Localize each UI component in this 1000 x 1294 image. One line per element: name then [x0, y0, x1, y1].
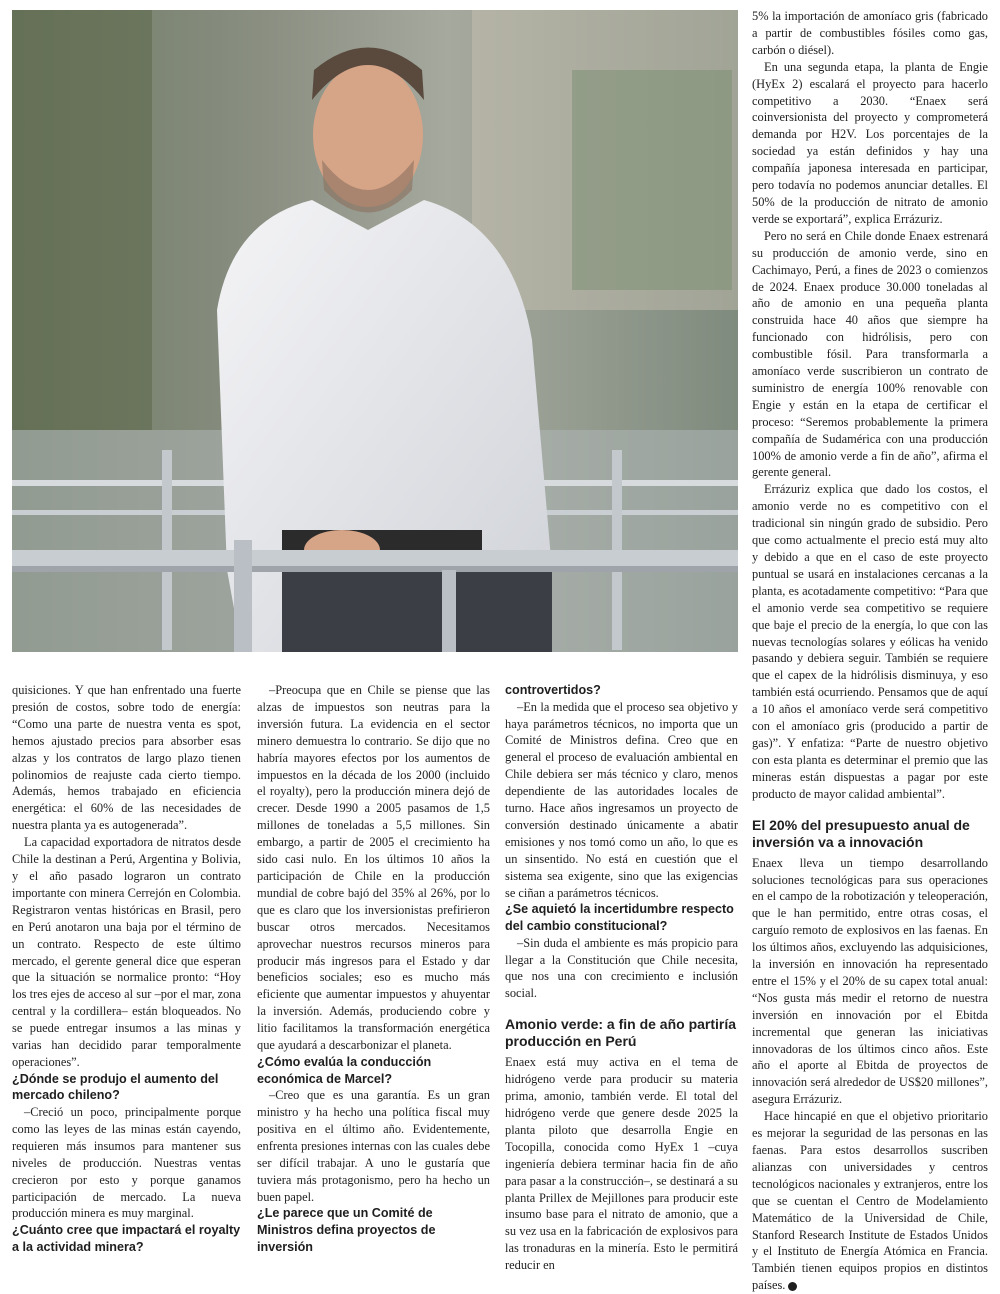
section-heading: Amonio verde: a fin de año partiría producción en Perú — [505, 1016, 737, 1050]
column-1 — [12, 682, 241, 1256]
paragraph: Errázuriz explica que dado los costos, el amonio verde no es competitivo con el tradicional sin ningún grado de subsidio. Pero que como actualmente el precio está muy alto y debido a que en el caso de este proyecto puntual se usará en instalaciones cercanas a la planta, es acotadamente competitivo: “Para que el amonio verde sea competitivo se requiere que baje el precio de la energía, lo que con las nuevas tecnologías solares y eólicas ha venido pasando y debiera seguir. También se requiere que el capex de la hidrólisis disminuya, y eso también está ocurriendo. Pensamos que de aquí a 10 años el amoníaco verde será competitivo con el amoníaco gris (producido a partir de gas)”. Y enfatiza: “Parte de nuestro objetivo con esta planta es determinar el premio que las mineras están dispuestas a pagar por este producto de mayor calidad ambiental”. — [752, 482, 988, 801]
column-4 — [752, 8, 988, 1294]
paragraph: La capacidad exportadora de nitratos desde Chile la destinan a Perú, Argentina y Bolivia, y el año pasado lograron un contrato importante con minera Cerrejón en Colombia. Registraron ventas históricas en Brasil, pero en Perú anotaron una baja por el término de un contrato. Respecto de este último mercado, el gerente general dice que esperan que la situación se normalice pronto: “Hoy los tres ejes de acceso al sur –por el mar, zona central y la cordillera– están bloqueados. No se puede entregar insumos a las minas y varias han decidido parar temporalmente operaciones”. — [12, 835, 241, 1069]
interview-answer: –En la medida que el proceso sea objetivo y haya parámetros técnicos, no importa que un Comité de Ministros defina. Creo que en general el proceso de evaluación ambiental en Chile debiera ser más técnico y claro, menos dependiente de las autoridades locales de turno. Hace años ingresamos un proyecto de conversión destinado únicamente a abatir emisiones y nos tomó como un año, lo que es un sinsentido. No está en cuestión que el sistema sea exigente, sino que las exigencias se ciñan a parámetros técnicos. — [505, 699, 738, 900]
interview-question: ¿Cuánto cree que impactará el royalty a la actividad minera? — [12, 1223, 241, 1254]
end-of-article-icon — [788, 1282, 797, 1291]
paragraph-text: Hace hincapié en que el objetivo prioritario es mejorar la seguridad de las personas en las faenas. Para estos desarrollos suscriben alianzas con universidades y centros tecnológicos nacionales y extranjeros, entre los que se cuentan el Centro de Modelamiento Matemático de la Universidad de Chile, Stanford Research Institute de Estados Unidos y el Instituto de Energía Atómica en Francia. También tienen equipos propios en distintos países. — [752, 1109, 988, 1293]
paragraph: Pero no será en Chile donde Enaex estrenará su producción de amonio verde, sino en Cachimayo, Perú, a fines de 2023 o comienzos de 2024. Enaex produce 30.000 toneladas al año de amonio en una pequeña planta construida hace 40 años que siempre ha funcionado con hidrólisis, pero con combustible fósil. Para transformarla a amoníaco verde suscribieron un contrato de suministro de energía 100% renovable con Engie y están en la etapa de certificar el proceso: “Seremos probablemente la primera compañía de Sudamérica con una producción 100% de amonio verde a fin de año”, afirma el gerente general. — [752, 228, 988, 480]
interview-question: ¿Le parece que un Comité de Ministros defina proyectos de inversión — [257, 1206, 436, 1254]
column-3 — [505, 682, 738, 1274]
paragraph: Enaex lleva un tiempo desarrollando soluciones tecnológicas para sus operaciones en el campo de la robotización y teleoperación, que le han permitido, entre otras cosas, el carguío remoto de explosivos en las faenas. En los últimos años, excluyendo las adquisiciones, la inversión en innovación ha representado entre el 15% y el 20% de su capex total anual: “Nos gusta más medir el retorno de nuestra inversión en innovación por el Ebitda incremental que generan las iniciativas innovadoras de los últimos cinco años. Este año el aporte al Ebitda de proyectos de innovación será alrededor de US$20 millones”, asegura Errázuriz. — [752, 855, 988, 1107]
interview-question: ¿Se aquietó la incertidumbre respecto del cambio constitucional? — [505, 902, 734, 934]
paragraph: 5% la importación de amoníaco gris (fabricado a partir de combustibles fósiles como gas, carbón o diésel). — [752, 9, 988, 57]
article-photo — [12, 10, 738, 652]
interview-answer: –Preocupa que en Chile se piense que las alzas de impuestos son neutras para la inversión futura. La evidencia en el sector minero demuestra lo contrario. Se dijo que no habría mayores efectos por los aumentos de impuestos en la década de los 2000 (incluido el royalty), pero la producción minera dejó de crecer. Desde 1990 a 2005 pasamos de 1,5 millones de toneladas a 5,5 millones. Sin embargo, a partir de 2005 el crecimiento ha sido casi nulo. En los últimos 10 años la participación de Chile en la producción mundial de cobre bajó del 35% al 26%, por lo que es claro que los inversionistas prefirieron buscar otros mercados. Necesitamos aprovechar nuestros recursos mineros para producir más ingresos para el Estado y dar beneficios sociales; eso es mucho más eficiente que aumentar impuestos y ahuyentar la inversión. Además, produciendo cobre y litio facilitamos la transformación energética que ayudará a descarbonizar el planeta. — [257, 683, 490, 1053]
section-heading: El 20% del presupuesto anual de inversión va a innovación — [752, 816, 970, 850]
interview-answer: –Creció un poco, principalmente porque como las leyes de las minas están cayendo, requieren más insumos para mantener sus niveles de producción. Nuestras ventas crecieron por esto y porque ganamos participación de mercado. La nueva producción minera es muy marginal. — [12, 1105, 241, 1221]
interview-answer: –Sin duda el ambiente es más propicio para llegar a la Constitución que Chile necesita, que nos una con crecimiento e inclusión social. — [505, 935, 738, 1001]
paragraph: Enaex está muy activa en el tema de hidrógeno verde para producir su materia prima, amonio, también verde. El total del hidrógeno verde que genere desde 2025 la planta piloto que desarrolla Engie en Tocopilla, conocida como HyEx 1 –cuya ingeniería debiera terminar hacia fin de año para pasar a la construcción–, se destinará a su planta Prillex de Mejillones para producir este insumo base para el nitrato de amonio, que a su vez usa en la fabricación de explosivos para las tronaduras en la minería. Esto le permitirá reducir en — [505, 1055, 738, 1273]
paragraph: quisiciones. Y que han enfrentado una fuerte presión de costos, sobre todo de energía: “Como una parte de nuestra venta es spot, hemos ajustado precios para absorber esas alzas y los contratos de largo plazo tienen polinomios de reajuste cada cierto tiempo. Además, hemos trabajado en eficiencia energética: el 60% de las necesidades de nuestra planta ya es autogenerada”. — [12, 683, 241, 833]
paragraph — [752, 1108, 988, 1294]
interview-question: ¿Cómo evalúa la conducción económica de Marcel? — [257, 1054, 432, 1086]
interview-answer: –Creo que es una garantía. Es un gran ministro y ha hecho una política fiscal muy positiva en el último año. Evidentemente, enfrenta presiones internas con las cuales debe ser difícil trabajar. A uno le gustaría que tuviera más protagonismo, pero ha hecho un buen papel. — [257, 1088, 490, 1204]
column-2 — [257, 682, 490, 1255]
interview-question: ¿Dónde se produjo el aumento del mercado chileno? — [12, 1071, 219, 1103]
paragraph: En una segunda etapa, la planta de Engie (HyEx 2) escalará el proyecto para hacerlo competitivo a 2030. “Enaex será coinversionista del proyecto y comprometerá demanda por H2V. Los porcentajes de la sociedad ya están definidos y hay una compañía japonesa interesada en participar, pero todavía no podemos anunciar detalles. El 50% de la producción de nitrato de amonio verde se exportará”, explica Errázuriz. — [752, 59, 988, 226]
interview-question: controvertidos? — [505, 683, 601, 697]
